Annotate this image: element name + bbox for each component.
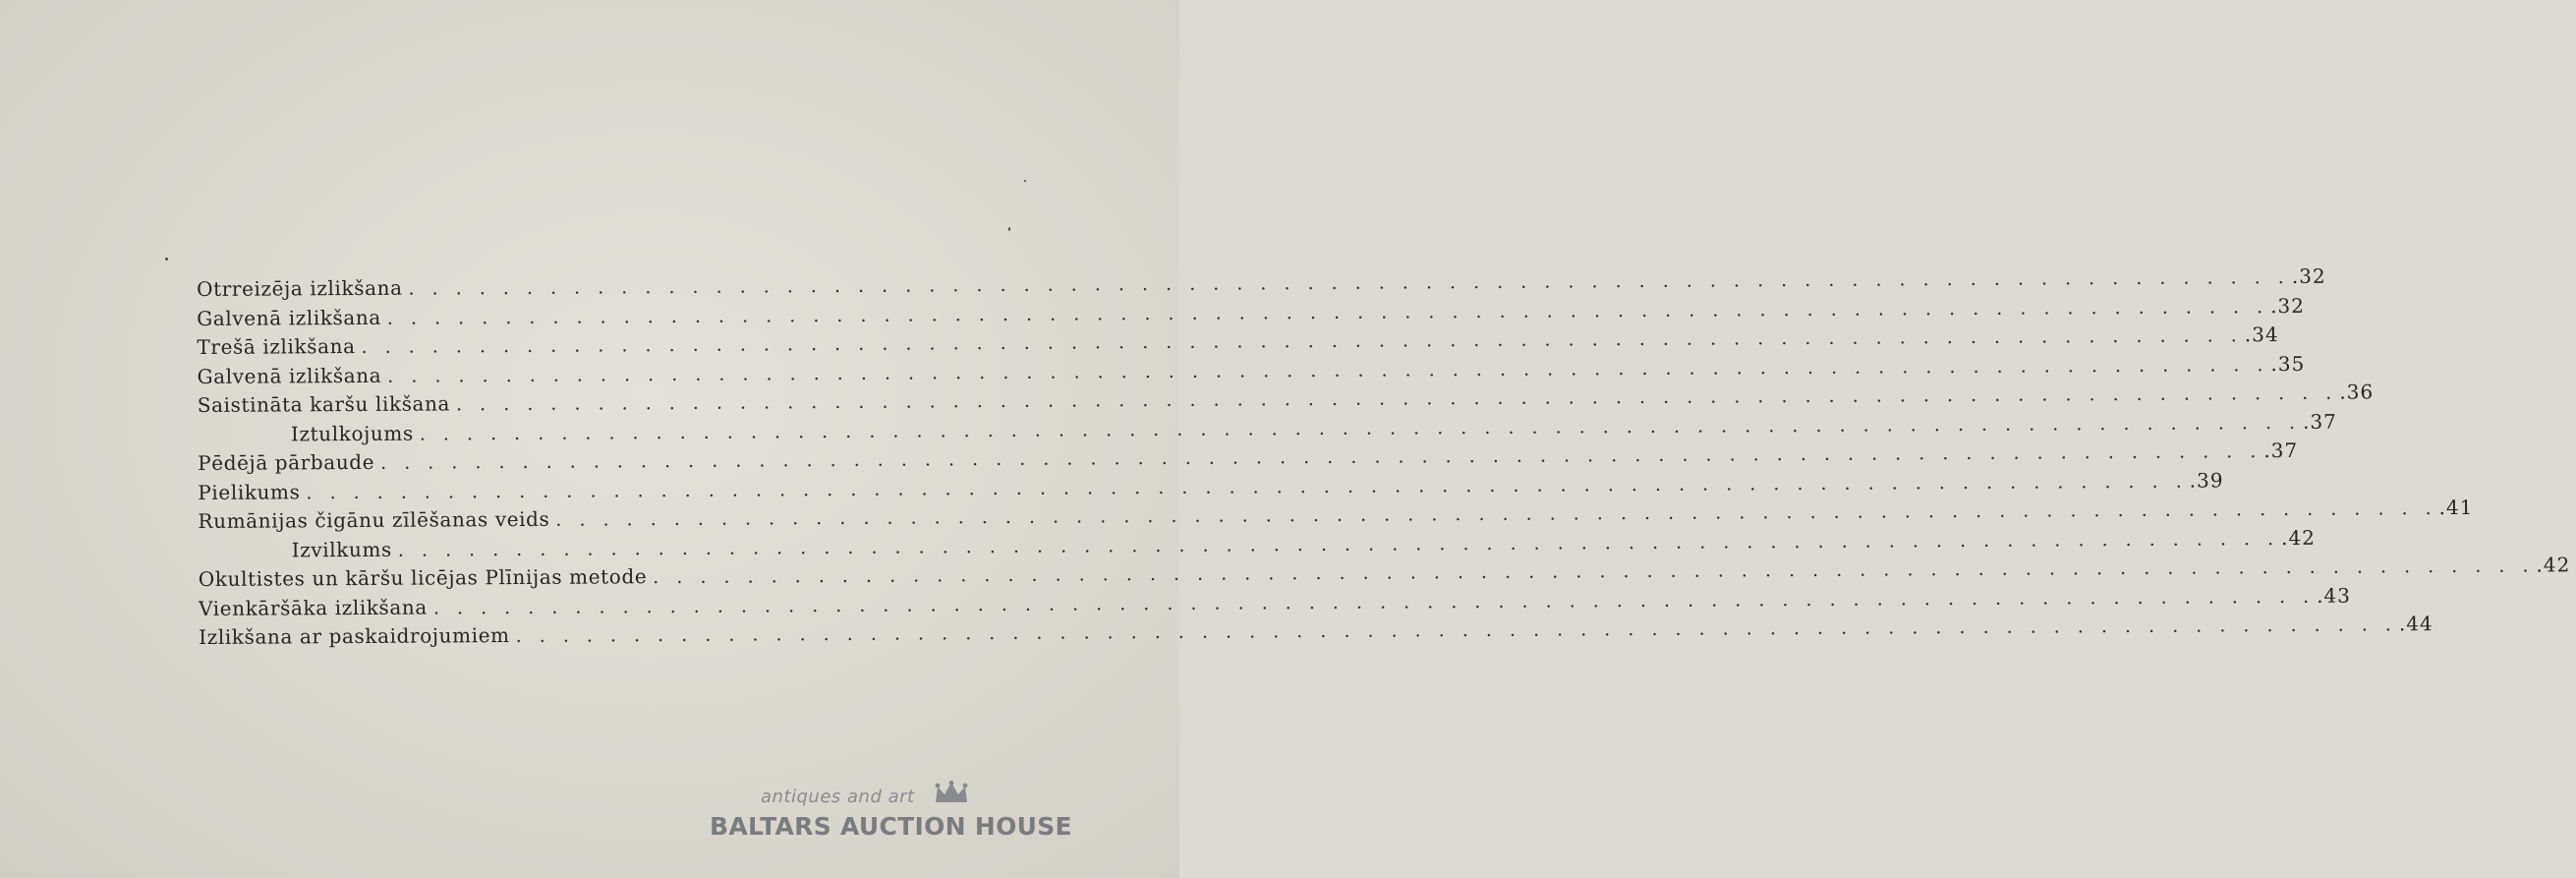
toc-entry-title: Rumānijas čigānu zīlēšanas veids <box>198 506 550 533</box>
toc-entry-page: .32 <box>2291 263 2326 288</box>
toc-entry-page: .35 <box>2270 351 2306 376</box>
toc-entry-title: Trešā izlikšana <box>197 334 356 359</box>
toc-entry-title: Iztulkojums <box>290 421 414 445</box>
toc-dot-leader: . . . . . . . . . . . . . . . . . . . . . . . . . . . . . . . . . . . . . . . . . . . . . . . . . . . . . . . . . . . . . . . . . . . . . . . . . . . . . . . . <box>408 265 2290 300</box>
toc-entry-title: Izlikšana ar paskaidrojumiem <box>199 623 510 649</box>
toc-entry-page: .43 <box>2317 583 2352 608</box>
toc-entry-title: Otrreizēja izlikšana <box>197 275 403 301</box>
toc-dot-leader: . . . . . . . . . . . . . . . . . . . . . . . . . . . . . . . . . . . . . . . . . . . . . . . . . . . . . . . . . . . . . . . . . . . . . . . . . . . . . . . . <box>386 295 2269 329</box>
toc-dot-leader: . . . . . . . . . . . . . . . . . . . . . . . . . . . . . . . . . . . . . . . . . . . . . . . . . . . . . . . . . . . . . . . . . . . . . . . . . . . . . . . . <box>361 324 2243 358</box>
toc-entry-page: .34 <box>2244 322 2279 347</box>
toc-dot-leader: . . . . . . . . . . . . . . . . . . . . . . . . . . . . . . . . . . . . . . . . . . . . . . . . . . . . . . . . . . . . . . . . . . . . . . . . . . . . . . . . <box>653 555 2535 589</box>
toc-entry-title: Vienkāršāka izlikšana <box>198 595 428 620</box>
toc-dot-leader: . . . . . . . . . . . . . . . . . . . . . . . . . . . . . . . . . . . . . . . . . . . . . . . . . . . . . . . . . . . . . . . . . . . . . . . . . . . . . . . . <box>455 381 2338 416</box>
toc-entry-page: .37 <box>2263 438 2299 463</box>
crown-icon <box>934 781 969 806</box>
toc-entry-page: .42 <box>2281 525 2317 550</box>
toc-entry-title: Pielikums <box>198 479 301 504</box>
toc-dot-leader: . . . . . . . . . . . . . . . . . . . . . . . . . . . . . . . . . . . . . . . . . . . . . . . . . . . . . . . . . . . . . . . . . . . . . . . . . . . . . . . . <box>555 498 2437 531</box>
toc-entry-page: .42 <box>2536 553 2571 577</box>
toc-entry-page: .44 <box>2398 612 2433 636</box>
toc-dot-leader: . . . . . . . . . . . . . . . . . . . . . . . . . . . . . . . . . . . . . . . . . . . . . . . . . . . . . . . . . . . . . . . . . . . . . . . . . . . . . . . . <box>515 614 2397 648</box>
toc-entry-page: .39 <box>2189 467 2224 493</box>
toc-dot-leader: . . . . . . . . . . . . . . . . . . . . . . . . . . . . . . . . . . . . . . . . . . . . . . . . . . . . . . . . . . . . . . . . . . . . . . . . . . . . . . . . <box>432 585 2316 619</box>
watermark-tagline: antiques and art <box>761 787 915 807</box>
ink-speck <box>1024 180 1026 182</box>
toc-entry-title: Galvenā izlikšana <box>197 305 381 330</box>
ink-speck <box>1008 227 1010 231</box>
toc-entry-page: .36 <box>2339 380 2375 404</box>
toc-entry-title: Izvilkums <box>291 537 392 561</box>
auction-house-watermark <box>710 787 1103 855</box>
toc-entry-page: .41 <box>2438 495 2474 520</box>
toc-dot-leader: . . . . . . . . . . . . . . . . . . . . . . . . . . . . . . . . . . . . . . . . . . . . . . . . . . . . . . . . . . . . . . . . . . . . . . . . . . . . . . . . <box>380 440 2262 474</box>
watermark-name: BALTARS AUCTION HOUSE <box>710 812 1072 841</box>
toc-entry <box>199 612 2433 655</box>
toc-dot-leader: . . . . . . . . . . . . . . . . . . . . . . . . . . . . . . . . . . . . . . . . . . . . . . . . . . . . . . . . . . . . . . . . . . . . . . . . . . . . . . . . <box>397 527 2280 561</box>
ink-speck <box>165 258 168 261</box>
toc-dot-leader: . . . . . . . . . . . . . . . . . . . . . . . . . . . . . . . . . . . . . . . . . . . . . . . . . . . . . . . . . . . . . . . . . . . . . . . . . . . . . . . . <box>387 353 2269 387</box>
toc-dot-leader: . . . . . . . . . . . . . . . . . . . . . . . . . . . . . . . . . . . . . . . . . . . . . . . . . . . . . . . . . . . . . . . . . . . . . . . . . . . . . . . . <box>419 411 2302 445</box>
toc-dot-leader: . . . . . . . . . . . . . . . . . . . . . . . . . . . . . . . . . . . . . . . . . . . . . . . . . . . . . . . . . . . . . . . . . . . . . . . . . . . . . . . . <box>306 470 2188 503</box>
toc-entry-title: Galvenā izlikšana <box>197 363 382 388</box>
toc-entry-page: .32 <box>2270 293 2306 318</box>
toc-entry-title: Saistināta karšu likšana <box>197 391 451 417</box>
show-through-text <box>118 138 1061 275</box>
toc-entry-title: Pēdējā pārbaude <box>198 449 375 475</box>
toc-entry-title: Okultistes un kāršu licējas Plīnijas metode <box>198 564 648 591</box>
toc-entry-page: .37 <box>2302 409 2337 434</box>
table-of-contents <box>197 263 2571 655</box>
